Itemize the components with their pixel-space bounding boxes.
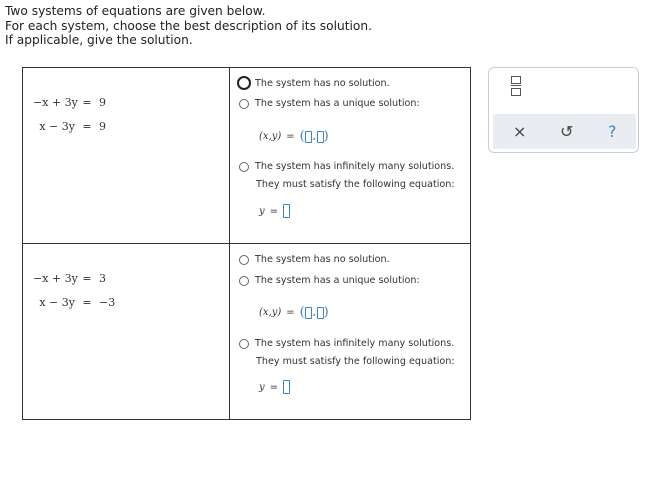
system-2-equation-1: −x + 3y = 3 (33, 272, 106, 285)
y-answer-input[interactable] (317, 131, 324, 143)
radio-icon[interactable] (239, 276, 249, 286)
clear-icon[interactable]: × (513, 122, 527, 141)
system-1-options (230, 68, 471, 244)
fraction-icon[interactable] (511, 76, 521, 98)
y-answer-input[interactable] (317, 307, 324, 319)
system-1-equation-1: −x + 3y = 9 (33, 96, 106, 109)
system-2-option-no-solution[interactable]: The system has no solution. (239, 254, 390, 265)
system-2-options (230, 244, 471, 420)
system-1-option-infinite[interactable]: The system has infinitely many solutions. (239, 161, 454, 172)
system-1-infinite-hint: They must satisfy the following equation: (256, 179, 455, 190)
system-1-equation-2: x − 3y = 9 (39, 120, 106, 133)
math-tool-panel (488, 67, 639, 153)
system-2-equations (23, 244, 230, 420)
system-1-option-no-solution[interactable]: The system has no solution. (239, 76, 390, 90)
radio-icon[interactable] (239, 99, 249, 109)
x-answer-input[interactable] (305, 131, 312, 143)
instruction-line-2: For each system, choose the best description of its solution. (5, 18, 372, 33)
system-1-infinite-answer: y = (259, 204, 290, 218)
system-2-option-unique[interactable]: The system has a unique solution: (239, 275, 420, 286)
systems-table (22, 67, 471, 420)
equation-answer-input[interactable] (283, 204, 290, 218)
radio-selected-icon[interactable] (237, 76, 251, 90)
x-answer-input[interactable] (305, 307, 312, 319)
toolbar (493, 114, 636, 149)
instruction-line-1: Two systems of equations are given below. (5, 4, 266, 18)
radio-icon[interactable] (239, 339, 249, 349)
equation-answer-input[interactable] (283, 380, 290, 394)
help-icon[interactable]: ? (608, 122, 617, 141)
radio-icon[interactable] (239, 255, 249, 265)
radio-icon[interactable] (239, 162, 249, 172)
system-1-option-unique[interactable]: The system has a unique solution: (239, 98, 420, 109)
system-2-unique-answer: (x,y) = ( , ) (259, 305, 329, 320)
system-1-unique-answer: (x,y) = ( , ) (259, 129, 329, 144)
system-2-infinite-answer: y = (259, 380, 290, 394)
system-2-equation-2: x − 3y = −3 (39, 296, 116, 309)
instruction-line-3: If applicable, give the solution. (5, 33, 193, 47)
system-1-equations (23, 68, 230, 244)
instructions (5, 4, 372, 48)
system-2-option-infinite[interactable]: The system has infinitely many solutions. (239, 338, 454, 349)
undo-icon[interactable]: ↺ (560, 122, 574, 141)
system-2-infinite-hint: They must satisfy the following equation: (256, 356, 455, 367)
